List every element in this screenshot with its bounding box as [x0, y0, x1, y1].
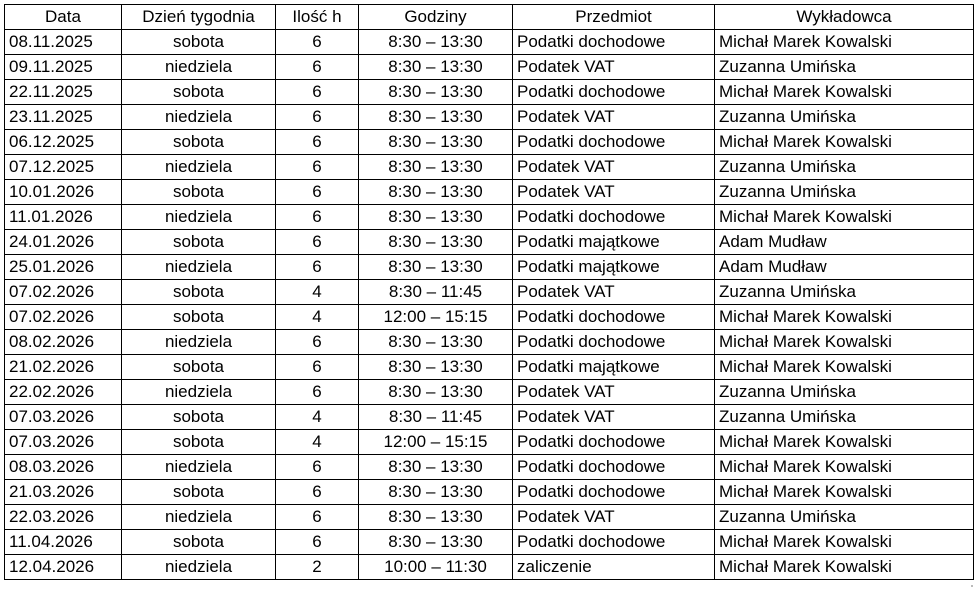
cell-date: 07.03.2026 [5, 430, 122, 455]
cell-date: 22.11.2025 [5, 80, 122, 105]
cell-subject: Podatki dochodowe [513, 455, 715, 480]
cell-lecturer: Zuzanna Umińska [715, 105, 974, 130]
table-row [5, 30, 974, 55]
header-subject: Przedmiot [513, 5, 715, 30]
cell-lecturer: Michał Marek Kowalski [715, 530, 974, 555]
table-row [5, 105, 974, 130]
cell-weekday: niedziela [122, 380, 276, 405]
cell-hours-count: 4 [276, 430, 359, 455]
cell-weekday: sobota [122, 480, 276, 505]
cell-lecturer: Zuzanna Umińska [715, 55, 974, 80]
cell-weekday: niedziela [122, 455, 276, 480]
cell-subject: Podatek VAT [513, 505, 715, 530]
cell-weekday: sobota [122, 530, 276, 555]
cell-time-range: 12:00 – 15:15 [359, 305, 513, 330]
cell-hours-count: 6 [276, 180, 359, 205]
cell-weekday: sobota [122, 30, 276, 55]
cell-weekday: sobota [122, 280, 276, 305]
cell-subject: Podatki dochodowe [513, 80, 715, 105]
cell-date: 12.04.2026 [5, 555, 122, 580]
cell-lecturer: Zuzanna Umińska [715, 380, 974, 405]
cell-hours-count: 6 [276, 530, 359, 555]
cell-hours-count: 6 [276, 255, 359, 280]
cell-time-range: 8:30 – 13:30 [359, 155, 513, 180]
cell-weekday: sobota [122, 130, 276, 155]
cell-time-range: 8:30 – 13:30 [359, 180, 513, 205]
cell-weekday: sobota [122, 355, 276, 380]
cell-hours-count: 6 [276, 480, 359, 505]
cell-subject: Podatek VAT [513, 155, 715, 180]
cell-hours-count: 6 [276, 130, 359, 155]
cell-date: 08.03.2026 [5, 455, 122, 480]
cell-date: 07.02.2026 [5, 305, 122, 330]
cell-subject: Podatek VAT [513, 280, 715, 305]
cell-hours-count: 4 [276, 280, 359, 305]
cell-date: 10.01.2026 [5, 180, 122, 205]
cell-lecturer: Michał Marek Kowalski [715, 80, 974, 105]
cell-time-range: 12:00 – 15:15 [359, 430, 513, 455]
cell-hours-count: 6 [276, 80, 359, 105]
cell-subject: Podatki dochodowe [513, 130, 715, 155]
table-row [5, 230, 974, 255]
cell-subject: Podatek VAT [513, 380, 715, 405]
header-row [5, 5, 974, 30]
cell-lecturer: Zuzanna Umińska [715, 155, 974, 180]
table-row [5, 255, 974, 280]
cell-subject: Podatki dochodowe [513, 430, 715, 455]
cell-date: 11.01.2026 [5, 205, 122, 230]
table-row [5, 80, 974, 105]
cell-lecturer: Michał Marek Kowalski [715, 205, 974, 230]
cell-lecturer: Michał Marek Kowalski [715, 430, 974, 455]
cell-subject: Podatek VAT [513, 180, 715, 205]
cell-weekday: sobota [122, 80, 276, 105]
cell-subject: Podatek VAT [513, 405, 715, 430]
header-time-range: Godziny [359, 5, 513, 30]
cell-subject: zaliczenie [513, 555, 715, 580]
cell-date: 07.03.2026 [5, 405, 122, 430]
cell-weekday: niedziela [122, 155, 276, 180]
header-hours-count: Ilość h [276, 5, 359, 30]
cell-hours-count: 6 [276, 155, 359, 180]
cell-weekday: niedziela [122, 330, 276, 355]
cell-time-range: 8:30 – 13:30 [359, 80, 513, 105]
cell-subject: Podatki majątkowe [513, 355, 715, 380]
cell-lecturer: Zuzanna Umińska [715, 280, 974, 305]
cell-time-range: 8:30 – 13:30 [359, 355, 513, 380]
cell-time-range: 8:30 – 13:30 [359, 330, 513, 355]
cell-lecturer: Michał Marek Kowalski [715, 355, 974, 380]
cell-date: 06.12.2025 [5, 130, 122, 155]
cell-time-range: 8:30 – 13:30 [359, 380, 513, 405]
cell-time-range: 8:30 – 13:30 [359, 230, 513, 255]
table-row [5, 55, 974, 80]
table-row [5, 405, 974, 430]
cell-date: 09.11.2025 [5, 55, 122, 80]
cell-subject: Podatek VAT [513, 55, 715, 80]
cell-weekday: sobota [122, 180, 276, 205]
cell-time-range: 10:00 – 11:30 [359, 555, 513, 580]
cell-weekday: sobota [122, 405, 276, 430]
cell-lecturer: Michał Marek Kowalski [715, 130, 974, 155]
cell-weekday: niedziela [122, 55, 276, 80]
cell-date: 11.04.2026 [5, 530, 122, 555]
cell-hours-count: 6 [276, 355, 359, 380]
cell-weekday: sobota [122, 305, 276, 330]
cell-subject: Podatki dochodowe [513, 480, 715, 505]
cell-lecturer: Zuzanna Umińska [715, 180, 974, 205]
cell-date: 25.01.2026 [5, 255, 122, 280]
cell-date: 22.03.2026 [5, 505, 122, 530]
cell-subject: Podatek VAT [513, 105, 715, 130]
cell-subject: Podatki dochodowe [513, 305, 715, 330]
cell-weekday: niedziela [122, 505, 276, 530]
cell-time-range: 8:30 – 13:30 [359, 530, 513, 555]
cell-time-range: 8:30 – 13:30 [359, 130, 513, 155]
cell-hours-count: 2 [276, 555, 359, 580]
cell-time-range: 8:30 – 13:30 [359, 480, 513, 505]
table-row [5, 480, 974, 505]
header-lecturer: Wykładowca [715, 5, 974, 30]
cell-time-range: 8:30 – 13:30 [359, 255, 513, 280]
cell-lecturer: Michał Marek Kowalski [715, 480, 974, 505]
cell-hours-count: 6 [276, 330, 359, 355]
cell-date: 24.01.2026 [5, 230, 122, 255]
schedule-table [4, 4, 974, 580]
cell-hours-count: 6 [276, 55, 359, 80]
cell-subject: Podatki majątkowe [513, 255, 715, 280]
cell-time-range: 8:30 – 13:30 [359, 105, 513, 130]
cell-lecturer: Michał Marek Kowalski [715, 555, 974, 580]
table-row [5, 555, 974, 580]
table-row [5, 505, 974, 530]
cell-hours-count: 6 [276, 380, 359, 405]
table-row [5, 380, 974, 405]
cell-weekday: niedziela [122, 555, 276, 580]
cell-subject: Podatki dochodowe [513, 205, 715, 230]
cell-date: 07.02.2026 [5, 280, 122, 305]
table-row [5, 130, 974, 155]
cell-weekday: niedziela [122, 205, 276, 230]
table-row [5, 180, 974, 205]
cell-lecturer: Zuzanna Umińska [715, 405, 974, 430]
table-row [5, 355, 974, 380]
cell-time-range: 8:30 – 13:30 [359, 455, 513, 480]
cell-subject: Podatki dochodowe [513, 330, 715, 355]
cell-lecturer: Adam Mudław [715, 255, 974, 280]
cell-subject: Podatki majątkowe [513, 230, 715, 255]
cell-date: 23.11.2025 [5, 105, 122, 130]
cell-hours-count: 6 [276, 505, 359, 530]
cell-hours-count: 6 [276, 230, 359, 255]
cell-lecturer: Michał Marek Kowalski [715, 305, 974, 330]
cell-time-range: 8:30 – 13:30 [359, 205, 513, 230]
cell-lecturer: Adam Mudław [715, 230, 974, 255]
cell-date: 08.02.2026 [5, 330, 122, 355]
cell-time-range: 8:30 – 13:30 [359, 55, 513, 80]
cell-time-range: 8:30 – 11:45 [359, 280, 513, 305]
cell-hours-count: 6 [276, 105, 359, 130]
corner-mark [971, 585, 973, 587]
table-row [5, 305, 974, 330]
cell-lecturer: Michał Marek Kowalski [715, 330, 974, 355]
cell-lecturer: Michał Marek Kowalski [715, 30, 974, 55]
cell-lecturer: Zuzanna Umińska [715, 505, 974, 530]
cell-date: 21.02.2026 [5, 355, 122, 380]
header-weekday: Dzień tygodnia [122, 5, 276, 30]
cell-hours-count: 6 [276, 455, 359, 480]
cell-subject: Podatki dochodowe [513, 530, 715, 555]
cell-weekday: sobota [122, 430, 276, 455]
cell-subject: Podatki dochodowe [513, 30, 715, 55]
table-row [5, 205, 974, 230]
cell-hours-count: 6 [276, 205, 359, 230]
cell-date: 21.03.2026 [5, 480, 122, 505]
table-row [5, 330, 974, 355]
table-row [5, 155, 974, 180]
table-row [5, 455, 974, 480]
cell-lecturer: Michał Marek Kowalski [715, 455, 974, 480]
cell-weekday: niedziela [122, 255, 276, 280]
cell-date: 08.11.2025 [5, 30, 122, 55]
cell-hours-count: 4 [276, 405, 359, 430]
cell-time-range: 8:30 – 11:45 [359, 405, 513, 430]
cell-date: 07.12.2025 [5, 155, 122, 180]
cell-weekday: niedziela [122, 105, 276, 130]
table-row [5, 280, 974, 305]
cell-weekday: sobota [122, 230, 276, 255]
table-row [5, 430, 974, 455]
cell-time-range: 8:30 – 13:30 [359, 30, 513, 55]
header-date: Data [5, 5, 122, 30]
cell-time-range: 8:30 – 13:30 [359, 505, 513, 530]
table-row [5, 530, 974, 555]
cell-hours-count: 6 [276, 30, 359, 55]
cell-date: 22.02.2026 [5, 380, 122, 405]
cell-hours-count: 4 [276, 305, 359, 330]
